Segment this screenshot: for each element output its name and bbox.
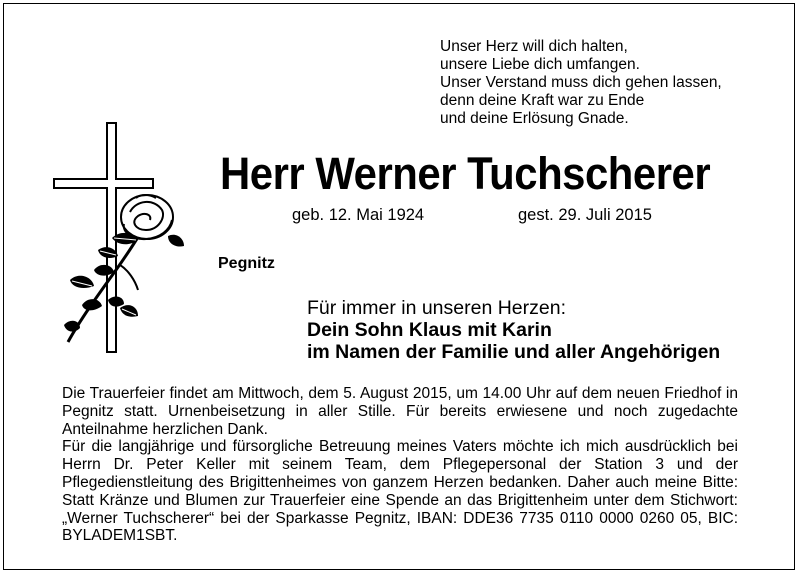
death-date: gest. 29. Juli 2015 — [518, 206, 652, 224]
mourners-intro: Für immer in unseren Herzen: — [307, 297, 567, 319]
poem-line: und deine Erlösung Gnade. — [440, 110, 629, 127]
poem-line: Unser Herz will dich halten, — [440, 38, 628, 55]
deceased-name: Herr Werner Tuchscherer — [220, 148, 711, 199]
cross-with-rose-icon — [50, 120, 210, 355]
poem-line: Unser Verstand muss dich gehen lassen, — [440, 74, 722, 91]
poem-line: denn deine Kraft war zu Ende — [440, 92, 645, 109]
notice-text — [62, 385, 738, 545]
mourners-line: im Namen der Familie und aller Angehörigen — [307, 341, 721, 363]
ceremony-paragraph: Die Trauerfeier findet am Mittwoch, dem 5. August 2015, um 14.00 Uhr auf dem neuen Friedhof in Pegnitz statt. Urnenbeisetzung in aller Stille. Für bereits erwiesene und noch zugedachte Anteilnahme herzlichen Dank. — [62, 385, 738, 438]
thanks-paragraph: Für die langjährige und fürsorgliche Betreuung meines Vaters möchte ich mich ausdrücklich bei Herrn Dr. Peter Keller mit seinem Team, dem Pflegepersonal der Station 3 und der Pflegedienstleitung des Brigittenheimes von ganzem Herzen bedanken. Daher auch meine Bitte: Statt Kränze und Blumen zur Trauerfeier eine Spende an das Brigittenheim unter dem Stichwort: „Werner Tuchscherer“ bei der Sparkasse Pegnitz, IBAN: DDE36 7735 0110 0000 0260 05, BIC: BYLADEM1SBT. — [62, 438, 738, 545]
mourners-line: Dein Sohn Klaus mit Karin — [307, 319, 552, 341]
birth-date: geb. 12. Mai 1924 — [292, 206, 425, 224]
poem-line: unsere Liebe dich umfangen. — [440, 56, 640, 73]
mourners-block — [307, 297, 720, 363]
place-of-residence: Pegnitz — [218, 255, 275, 272]
poem — [440, 38, 722, 128]
